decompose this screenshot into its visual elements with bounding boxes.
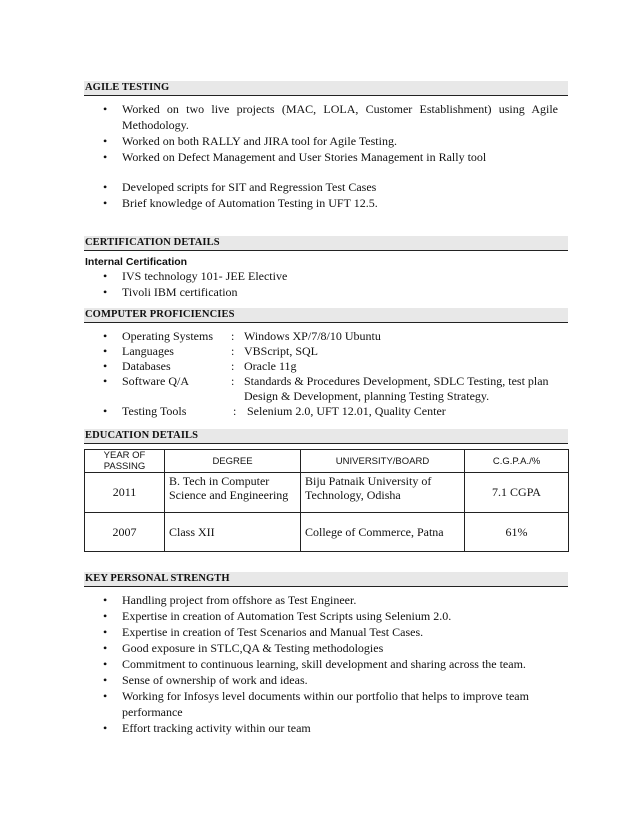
list-item: • Effort tracking activity within our team <box>103 720 543 736</box>
column-header: C.G.P.A./% <box>465 450 569 473</box>
list-item: • Developed scripts for SIT and Regression Test Cases <box>103 179 558 195</box>
list-item: • Brief knowledge of Automation Testing in UFT 12.5. <box>103 195 558 211</box>
list-item: • Handling project from offshore as Test Engineer. <box>103 592 543 608</box>
proficiency-value: VBScript, SQL <box>244 344 319 358</box>
list-item: • Expertise in creation of Test Scenarios and Manual Test Cases. <box>103 624 543 640</box>
section-title: COMPUTER PROFICIENCIES <box>85 309 235 320</box>
agile-list-2 <box>103 179 558 211</box>
section-title: CERTIFICATION DETAILS <box>85 237 220 248</box>
cell-board <box>301 473 465 513</box>
proficiency-row: • Databases : Oracle 11g <box>103 359 563 374</box>
list-item: • Commitment to continuous learning, skill development and sharing across the team. <box>103 656 543 672</box>
certification-list <box>103 268 558 300</box>
list-item: • Worked on both RALLY and JIRA tool for Agile Testing. <box>103 133 558 149</box>
list-item: • Tivoli IBM certification <box>103 284 558 300</box>
section-header-strengths <box>84 572 568 587</box>
column-header: UNIVERSITY/BOARD <box>301 450 465 473</box>
column-header: DEGREE <box>165 450 301 473</box>
list-item: • Working for Infosys level documents within our portfolio that helps to improve team performance <box>103 688 543 720</box>
cell-degree: B. Tech in Computer Science and Engineering <box>165 473 301 513</box>
cell-year: 2011 <box>85 473 165 513</box>
list-item: • Worked on two live projects (MAC, LOLA, Customer Establishment) using Agile Methodology. <box>103 101 558 133</box>
proficiency-value: Standards & Procedures Development, SDLC Testing, test plan Design & Development, planning Testing Strategy. <box>244 374 549 403</box>
cell-year: 2007 <box>85 513 165 552</box>
internal-certification-heading: Internal Certification <box>85 256 188 268</box>
proficiency-key: Software Q/A <box>122 374 189 388</box>
list-item: • Sense of ownership of work and ideas. <box>103 672 543 688</box>
cell-score: 7.1 CGPA <box>465 473 569 513</box>
section-header-proficiencies <box>84 308 568 323</box>
cell-degree: Class XII <box>165 513 301 552</box>
section-header-agile-testing <box>84 81 568 96</box>
section-title: EDUCATION DETAILS <box>85 430 199 441</box>
cell-board: College of Commerce, Patna <box>301 513 465 552</box>
list-item: • Expertise in creation of Automation Test Scripts using Selenium 2.0. <box>103 608 543 624</box>
section-title: KEY PERSONAL STRENGTH <box>85 573 230 584</box>
proficiency-key: Databases <box>122 359 171 373</box>
proficiency-key: Operating Systems <box>122 329 213 343</box>
proficiency-key: Testing Tools <box>122 404 187 418</box>
table-row <box>85 473 569 513</box>
proficiency-value: Windows XP/7/8/10 Ubuntu <box>244 329 381 343</box>
section-header-education <box>84 429 568 444</box>
proficiency-row: • Languages : VBScript, SQL <box>103 344 563 359</box>
section-header-certification <box>84 236 568 251</box>
cell-score: 61% <box>465 513 569 552</box>
strengths-list <box>103 592 543 736</box>
proficiency-value: Oracle 11g <box>244 359 297 373</box>
proficiency-key: Languages <box>122 344 174 358</box>
table-row <box>85 513 569 552</box>
section-title: AGILE TESTING <box>85 82 170 93</box>
proficiency-value: Selenium 2.0, UFT 12.01, Quality Center <box>247 404 446 418</box>
proficiencies-list <box>103 329 563 419</box>
list-item: • Worked on Defect Management and User Stories Management in Rally tool <box>103 149 558 165</box>
proficiency-row: • Testing Tools : Selenium 2.0, UFT 12.01, Quality Center <box>103 404 563 419</box>
board-text: Biju Patnaik University of Technology, Odisha <box>305 474 432 502</box>
table-header-row <box>85 450 569 473</box>
education-table <box>84 449 569 552</box>
list-item: • IVS technology 101- JEE Elective <box>103 268 558 284</box>
column-header: YEAR OF PASSING <box>85 450 165 473</box>
list-item: • Good exposure in STLC,QA & Testing methodologies <box>103 640 543 656</box>
proficiency-row: • Operating Systems : Windows XP/7/8/10 Ubuntu <box>103 329 563 344</box>
proficiency-row: • Software Q/A : Standards & Procedures Development, SDLC Testing, test plan Design & Development, planning Testing Strategy. <box>103 374 563 404</box>
agile-list <box>103 101 558 165</box>
